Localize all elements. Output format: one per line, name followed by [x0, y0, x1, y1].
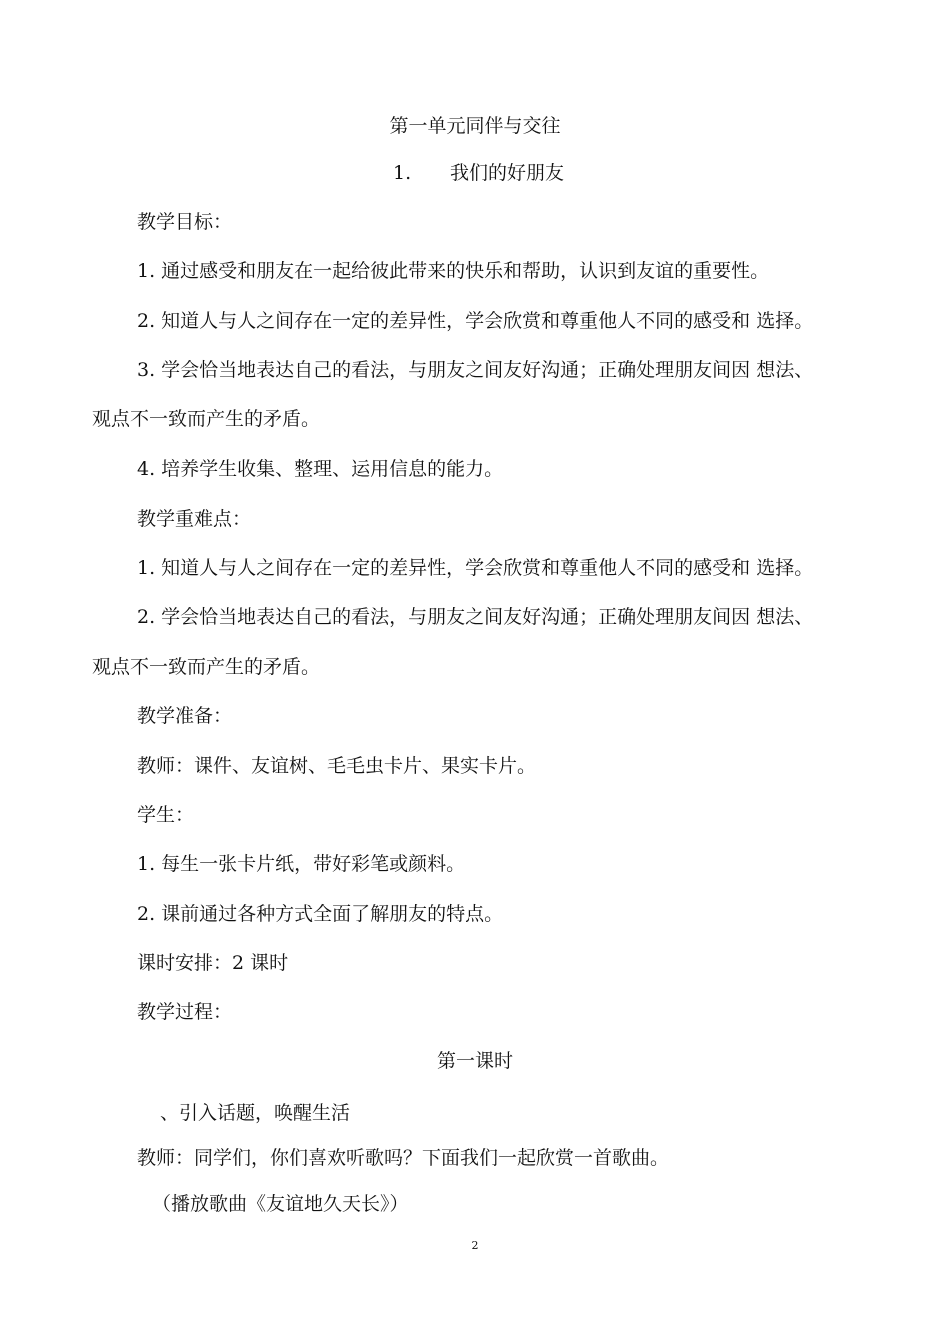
- student-label: 学生：: [137, 804, 195, 826]
- schedule: 课时安排：2 课时: [137, 952, 289, 974]
- process-heading: 教学过程：: [137, 1001, 233, 1023]
- section-heading: 、引入话题，唤醒生活: [160, 1102, 351, 1124]
- objective-item-continuation: 观点不一致而产生的矛盾。: [92, 408, 321, 430]
- teacher-line: 教师：同学们，你们喜欢听歌吗？下面我们一起欣赏一首歌曲。: [137, 1147, 670, 1169]
- key-point-item: 2. 学会恰当地表达自己的看法，与朋友之间友好沟通；正确处理朋友间因 想法、: [137, 606, 814, 628]
- objective-item: 3. 学会恰当地表达自己的看法，与朋友之间友好沟通；正确处理朋友间因 想法、: [137, 359, 814, 381]
- unit-title: 第一单元同伴与交往: [389, 115, 561, 137]
- page-number: 2: [471, 1239, 479, 1252]
- student-item: 2. 课前通过各种方式全面了解朋友的特点。: [137, 903, 504, 925]
- objective-item: 2. 知道人与人之间存在一定的差异性，学会欣赏和尊重他人不同的感受和 选择。: [137, 310, 814, 332]
- teacher-preparation: 教师：课件、友谊树、毛毛虫卡片、果实卡片。: [137, 755, 537, 777]
- lesson-number: 1.: [393, 162, 412, 184]
- song-note: （播放歌曲《友谊地久天长》）: [152, 1193, 409, 1215]
- key-points-heading: 教学重难点：: [137, 508, 252, 530]
- objective-item: 1. 通过感受和朋友在一起给彼此带来的快乐和帮助，认识到友谊的重要性。: [137, 260, 770, 282]
- key-point-item-continuation: 观点不一致而产生的矛盾。: [92, 656, 321, 678]
- student-item: 1. 每生一张卡片纸，带好彩笔或颜料。: [137, 853, 466, 875]
- session-title: 第一课时: [436, 1050, 513, 1072]
- preparation-heading: 教学准备：: [137, 705, 233, 727]
- objectives-heading: 教学目标：: [137, 211, 233, 233]
- objective-item: 4. 培养学生收集、整理、运用信息的能力。: [137, 458, 504, 480]
- key-point-item: 1. 知道人与人之间存在一定的差异性，学会欣赏和尊重他人不同的感受和 选择。: [137, 557, 814, 579]
- lesson-title: 我们的好朋友: [450, 162, 565, 184]
